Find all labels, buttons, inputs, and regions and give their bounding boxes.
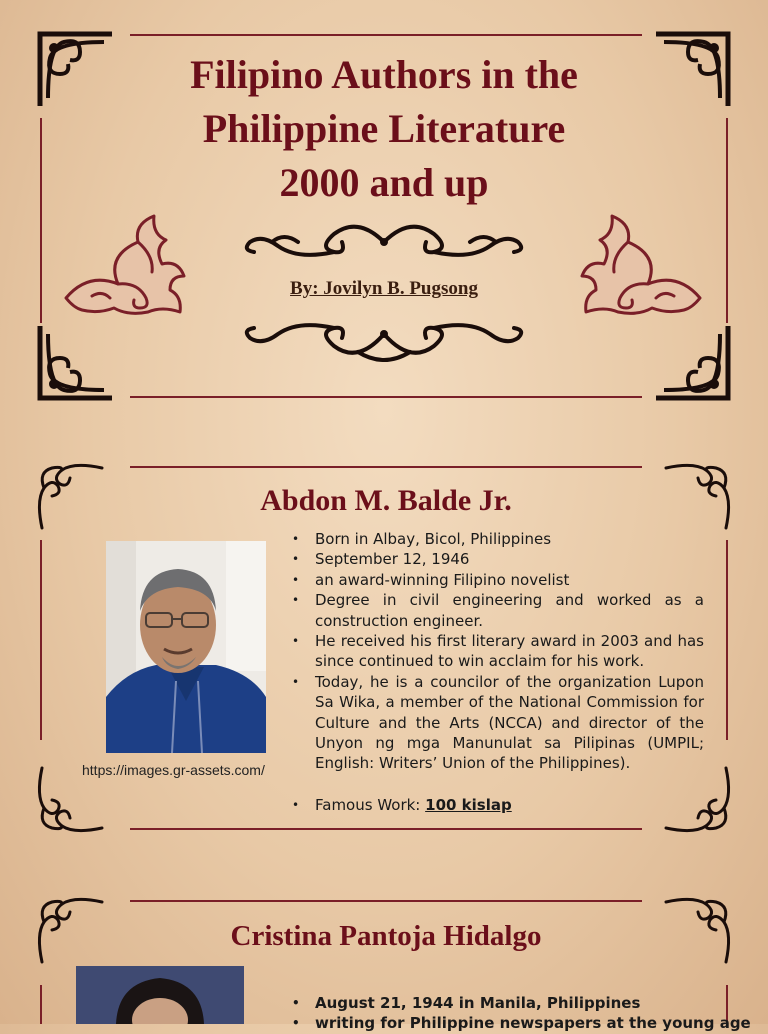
author-name-hidalgo: Cristina Pantoja Hidalgo [230, 920, 542, 952]
title-line-2: Philippine Literature [202, 106, 566, 151]
page-title [100, 48, 668, 210]
author-photo-hidalgo [76, 966, 244, 1024]
section1-frame-top-line [130, 466, 642, 468]
swirl-corner-top-right-icon [662, 460, 734, 532]
author-photo-balde [106, 541, 266, 753]
scroll-divider-bottom-icon [238, 312, 530, 372]
list-item: • Born in Albay, Bicol, Philippines [288, 529, 704, 549]
scroll-divider-top-icon [238, 212, 530, 268]
facts-list-balde [288, 529, 704, 774]
list-item [288, 795, 704, 815]
title-frame-top-line [130, 34, 642, 36]
leaf-ornament-left-icon [58, 212, 190, 318]
author-name-balde: Abdon M. Balde Jr. [260, 484, 512, 517]
section1-frame-left-line [40, 540, 42, 740]
list-item: • Today, he is a councilor of the organization Lupon Sa Wika, a member of the National Commission for Culture and the Arts (NCCA) and director of the Unyon ng mga Manunulat sa Pilipinas (UMPIL; English: Writers’ Union of the Philippines). [288, 672, 704, 774]
list-item: • Degree in civil engineering and worked as a construction engineer. [288, 590, 704, 631]
title-frame-right-line [726, 118, 728, 323]
famous-work-list-balde [288, 795, 704, 815]
section1-frame-bottom-line [130, 828, 642, 830]
list-item: • writing for Philippine newspapers at the young age [288, 1013, 704, 1033]
swirl-corner-top-right-icon [662, 894, 734, 966]
title-frame-left-line [40, 118, 42, 323]
swirl-corner-top-left-icon [34, 460, 106, 532]
section1-frame-right-line [726, 540, 728, 740]
section2-frame-left-line [40, 985, 42, 1024]
image-credit: https://images.gr-assets.com/ [82, 762, 265, 778]
swirl-corner-top-left-icon [34, 894, 106, 966]
title-frame-bottom-line [130, 396, 642, 398]
leaf-ornament-right-icon [576, 212, 708, 318]
title-line-1: Filipino Authors in the [190, 52, 578, 97]
title-line-3: 2000 and up [279, 160, 489, 205]
corner-ornament-bottom-left-icon [34, 322, 114, 404]
list-item: • He received his first literary award in 2003 and has since continued to win acclaim for his work. [288, 631, 704, 672]
famous-work-title: 100 kislap [425, 796, 512, 814]
facts-list-hidalgo [288, 993, 751, 1034]
section2-frame-top-line [130, 900, 642, 902]
byline: By: Jovilyn B. Pugsong [290, 278, 478, 299]
list-item: • an award-winning Filipino novelist [288, 570, 704, 590]
corner-ornament-bottom-right-icon [654, 322, 734, 404]
list-item: • September 12, 1946 [288, 549, 704, 569]
famous-work-label: Famous Work: [315, 796, 426, 814]
list-item: • August 21, 1944 in Manila, Philippines [288, 993, 704, 1013]
